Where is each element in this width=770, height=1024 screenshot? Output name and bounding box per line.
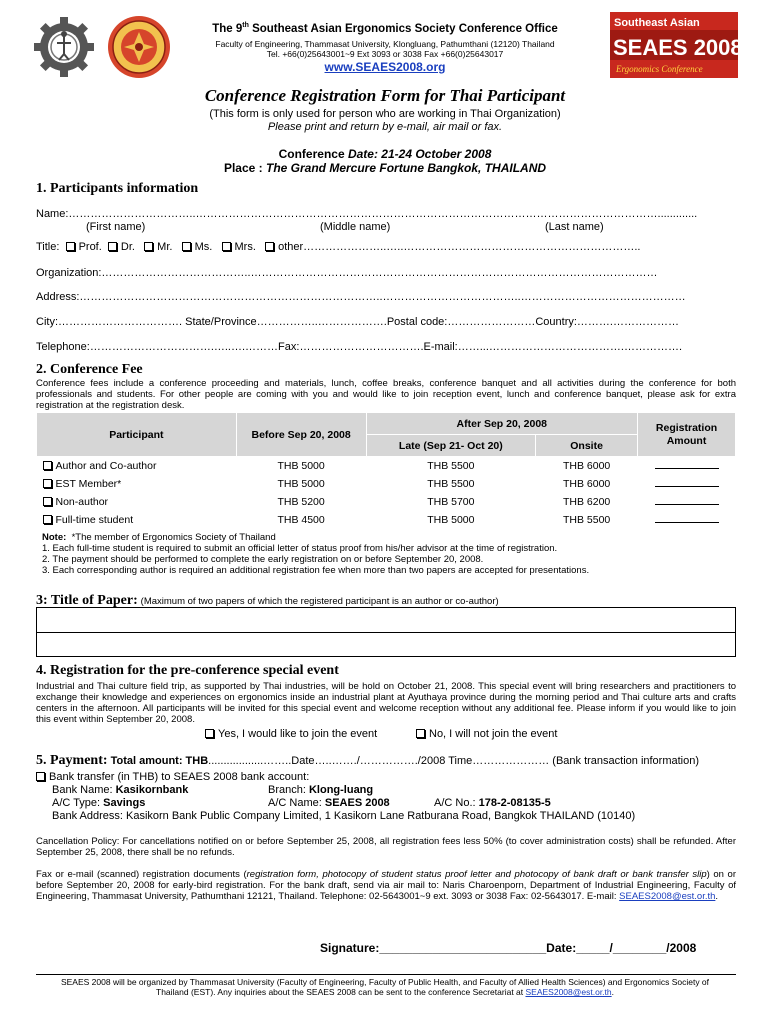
bank-branch: Branch: Klong-luang: [268, 784, 374, 796]
title-other-field[interactable]: other…………………..…..………………………………………………………..: [278, 241, 641, 253]
section1-heading: 1. Participants information: [36, 181, 199, 196]
amount-field[interactable]: [655, 477, 719, 487]
logo-main-text: SEAES 2008: [613, 35, 738, 60]
account-number: A/C No.: 178-2-08135-5: [434, 797, 551, 809]
fax-email-link[interactable]: SEAES2008@est.or.th: [619, 891, 716, 902]
org-address: Faculty of Engineering, Thammasat University, Klongluang, Pathumthani (12120) Thailand: [215, 39, 555, 49]
fee-late: THB 5500: [427, 459, 475, 472]
account-name: A/C Name: SEAES 2008: [268, 797, 390, 809]
footer-line-1: SEAES 2008 will be organized by Thammasat University (Faculty of Engineering, Faculty of Public Health, and Faculty of Allied Health Sciences) and Ergonomics Society of: [60, 977, 710, 987]
footer-divider: [36, 974, 736, 975]
org-heading: The 9th Southeast Asian Ergonomics Society Conference Office: [212, 22, 558, 35]
conference-place: Place : The Grand Mercure Fortune Bangkok, THAILAND: [223, 161, 547, 175]
bank-address: Bank Address: Kasikorn Bank Public Company Limited, 1 Kasikorn Lane Ratburana Road, Bangkok THAILAND (10140): [52, 810, 636, 822]
section4-heading: 4. Registration for the pre-conference special event: [36, 663, 339, 678]
col-late: Late (Sep 21- Oct 20): [366, 435, 536, 457]
fee-note-2: 2. The payment should be performed to complete the early registration on or before September 20, 2008.: [42, 554, 484, 565]
table-row: [37, 493, 736, 511]
fee-before: THB 5200: [277, 495, 325, 508]
event-description: Industrial and Thai culture field trip, as supported by Thai industries, will be hold on October 21, 2008. This special event will bring researchers and practitioners to exchange their knowledge and experiences on ergonomics inside an industrial plant at Ayuthaya province during the morning period and Thai culture arts and crafts centers in the afternoon. All participants will be invited for this special event and welcome reception without any additional fee. Please inform if you would like to join this event within September 20, 2008.: [36, 681, 736, 725]
fee-author-checkbox[interactable]: [43, 461, 52, 470]
account-type: A/C Type: Savings: [52, 797, 146, 809]
event-no-checkbox[interactable]: [416, 729, 425, 738]
fee-intro: Conference fees include a conference proceeding and materials, lunch, coffee breaks, conference banquet and all activities during the conference for both professionals and students. For other people are coming with you and would like to join reception event, lunch and conference banquet, please ask for extra registration at the registration desk.: [36, 378, 736, 411]
fee-note: Note: *The member of Ergonomics Society of Thailand: [42, 532, 276, 543]
participant-type: Full-time student: [55, 513, 134, 526]
org-phone: Tel. +66(0)25643001~9 Ext 3093 or 3038 Fax +66(0)25643017: [266, 49, 504, 59]
fee-note-1: 1. Each full-time student is required to submit an official letter of status proof from his/her advisor at the time of registration.: [42, 543, 558, 554]
section3-heading: 3: Title of Paper: (Maximum of two papers of which the registered participant is an author or co-author): [36, 593, 499, 608]
form-instructions: Please print and return by e-mail, air mail or fax.: [267, 121, 503, 133]
amount-field[interactable]: [655, 459, 719, 469]
event-yes-checkbox[interactable]: [205, 729, 214, 738]
fee-late: THB 5000: [427, 513, 475, 526]
section2-heading: 2. Conference Fee: [36, 362, 143, 377]
event-yes-label: Yes, I would like to join the event: [218, 728, 378, 740]
title-mr-checkbox[interactable]: [144, 242, 153, 251]
fee-onsite: THB 6000: [562, 477, 611, 490]
total-amount-label: Total amount: THB: [107, 755, 209, 767]
organization-field[interactable]: Organization:…………………………………..…………………………………………………………………………………………………: [36, 267, 658, 279]
form-subtitle: (This form is only used for person who are working in Thai Organization): [209, 108, 561, 120]
col-before: Before Sep 20, 2008: [236, 413, 366, 457]
fee-late: THB 5700: [427, 495, 475, 508]
title-option-label: Mrs.: [234, 241, 256, 253]
middle-name-label: (Middle name): [320, 221, 391, 233]
event-no-label: No, I will not join the event: [429, 728, 558, 740]
title-option-label: Ms.: [194, 241, 213, 253]
fee-onsite: THB 6000: [562, 459, 611, 472]
name-field[interactable]: Name:……………………………..……………………………………………………………………………………………………………….............: [36, 208, 698, 220]
footer-email-link[interactable]: SEAES2008@est.or.th: [525, 987, 612, 997]
title-mrs-checkbox[interactable]: [222, 242, 231, 251]
title-label: Title:: [36, 241, 60, 253]
bank-transfer-checkbox[interactable]: [36, 772, 45, 781]
conference-date: Conference Date: 21-24 October 2008: [278, 147, 492, 161]
amount-field[interactable]: [655, 513, 719, 523]
fee-est-member-checkbox[interactable]: [43, 479, 52, 488]
university-seal: [106, 14, 172, 80]
section5-heading: 5. Payment:: [36, 753, 108, 768]
title-option-label: Mr.: [157, 241, 173, 253]
address-field[interactable]: Address:………………………………………………………………………..………………………………..………………………………………: [36, 291, 686, 303]
participant-type: Author and Co-author: [55, 459, 157, 472]
title-dr-checkbox[interactable]: [108, 242, 117, 251]
event-yes-option[interactable]: [205, 728, 377, 740]
col-participant: Participant: [37, 413, 237, 457]
table-row: [37, 475, 736, 493]
bank-transfer-label: Bank transfer (in THB) to SEAES 2008 bank account:: [49, 771, 310, 783]
col-onsite: Onsite: [536, 435, 638, 457]
logo-bottom-text: Ergonomics Conference: [616, 64, 703, 74]
title-option-label: Dr.: [120, 241, 135, 253]
fee-student-checkbox[interactable]: [43, 515, 52, 524]
table-row: [37, 511, 736, 529]
fee-before: THB 5000: [277, 477, 325, 490]
participant-type: EST Member*: [55, 477, 122, 490]
form-title: Conference Registration Form for Thai Participant: [204, 86, 566, 105]
amount-field[interactable]: [655, 495, 719, 505]
participant-type: Non-author: [55, 495, 109, 508]
title-prof-checkbox[interactable]: [66, 242, 75, 251]
fax-instructions: Fax or e-mail (scanned) registration documents (registration form, photocopy of student status proof letter and photocopy of bank draft or bank transfer slip) on or before September 20, 2008 for early-bird registration. For the bank draft, send via air mail to: Naris Charoenporn, Department of Industrial Engineering, Faculty of Engineering, Thammasat University, Pathumthani 12121, Thailand. Telephone: 02-5643001~9 ext. 3093 or 3038 Fax: 02-5643017. E-mail: SEAES2008@est.or.th.: [36, 869, 737, 902]
title-row: [36, 241, 641, 253]
table-row: [37, 457, 736, 475]
fee-table: [36, 412, 736, 529]
city-row[interactable]: City:……………………………. State/Province……………..……………….Postal code:……………………Country:……….………………: [36, 316, 679, 328]
fee-before: THB 4500: [277, 513, 325, 526]
website-link[interactable]: www.SEAES2008.org: [324, 60, 446, 74]
gear-logo: [30, 14, 98, 80]
last-name-label: (Last name): [545, 221, 604, 233]
title-option-label: Prof.: [78, 241, 102, 253]
payment-info-field[interactable]: ..................……..Date…..……./……………./2008 Time………………… (Bank transaction information): [208, 755, 700, 767]
fee-non-author-checkbox[interactable]: [43, 497, 52, 506]
title-ms-checkbox[interactable]: [182, 242, 191, 251]
telephone-row[interactable]: Telephone:…………………………….…..….………Fax:…………………………….E-mail:……...……………………………….…………….: [36, 341, 683, 353]
cancellation-policy: Cancellation Policy: For cancellations notified on or before September 25, 2008, all registration fees less 50% (to cover administration costs) shall be refunded. After September 25, 2008, there shall be no refunds.: [36, 836, 736, 858]
fee-late: THB 5500: [427, 477, 475, 490]
payment-row: [36, 753, 699, 769]
col-amount: Registration Amount: [638, 413, 736, 457]
bank-name: Bank Name: Kasikornbank: [52, 784, 189, 796]
title-other-checkbox[interactable]: [265, 242, 274, 251]
logo-top-text: Southeast Asian: [614, 17, 700, 29]
col-after: After Sep 20, 2008: [366, 413, 638, 435]
footer-line-2: Thailand (EST). Any inquiries about the SEAES 2008 can be sent to the conference Secretariat at SEAES2008@est.or.th.: [156, 987, 614, 997]
bank-transfer-option[interactable]: [36, 771, 309, 783]
fee-before: THB 5000: [277, 459, 325, 472]
event-no-option[interactable]: [416, 728, 557, 740]
fee-note-3: 3. Each corresponding author is required an additional registration fee when more than two papers are accepted for presentations.: [42, 565, 590, 576]
signature-line[interactable]: Signature:_________________________Date:_____/________/2008: [320, 941, 697, 955]
first-name-label: (First name): [86, 221, 146, 233]
paper-title-divider: [36, 632, 736, 633]
seaes-logo: [610, 12, 738, 78]
fee-onsite: THB 6200: [562, 495, 611, 508]
fee-onsite: THB 5500: [562, 513, 611, 526]
